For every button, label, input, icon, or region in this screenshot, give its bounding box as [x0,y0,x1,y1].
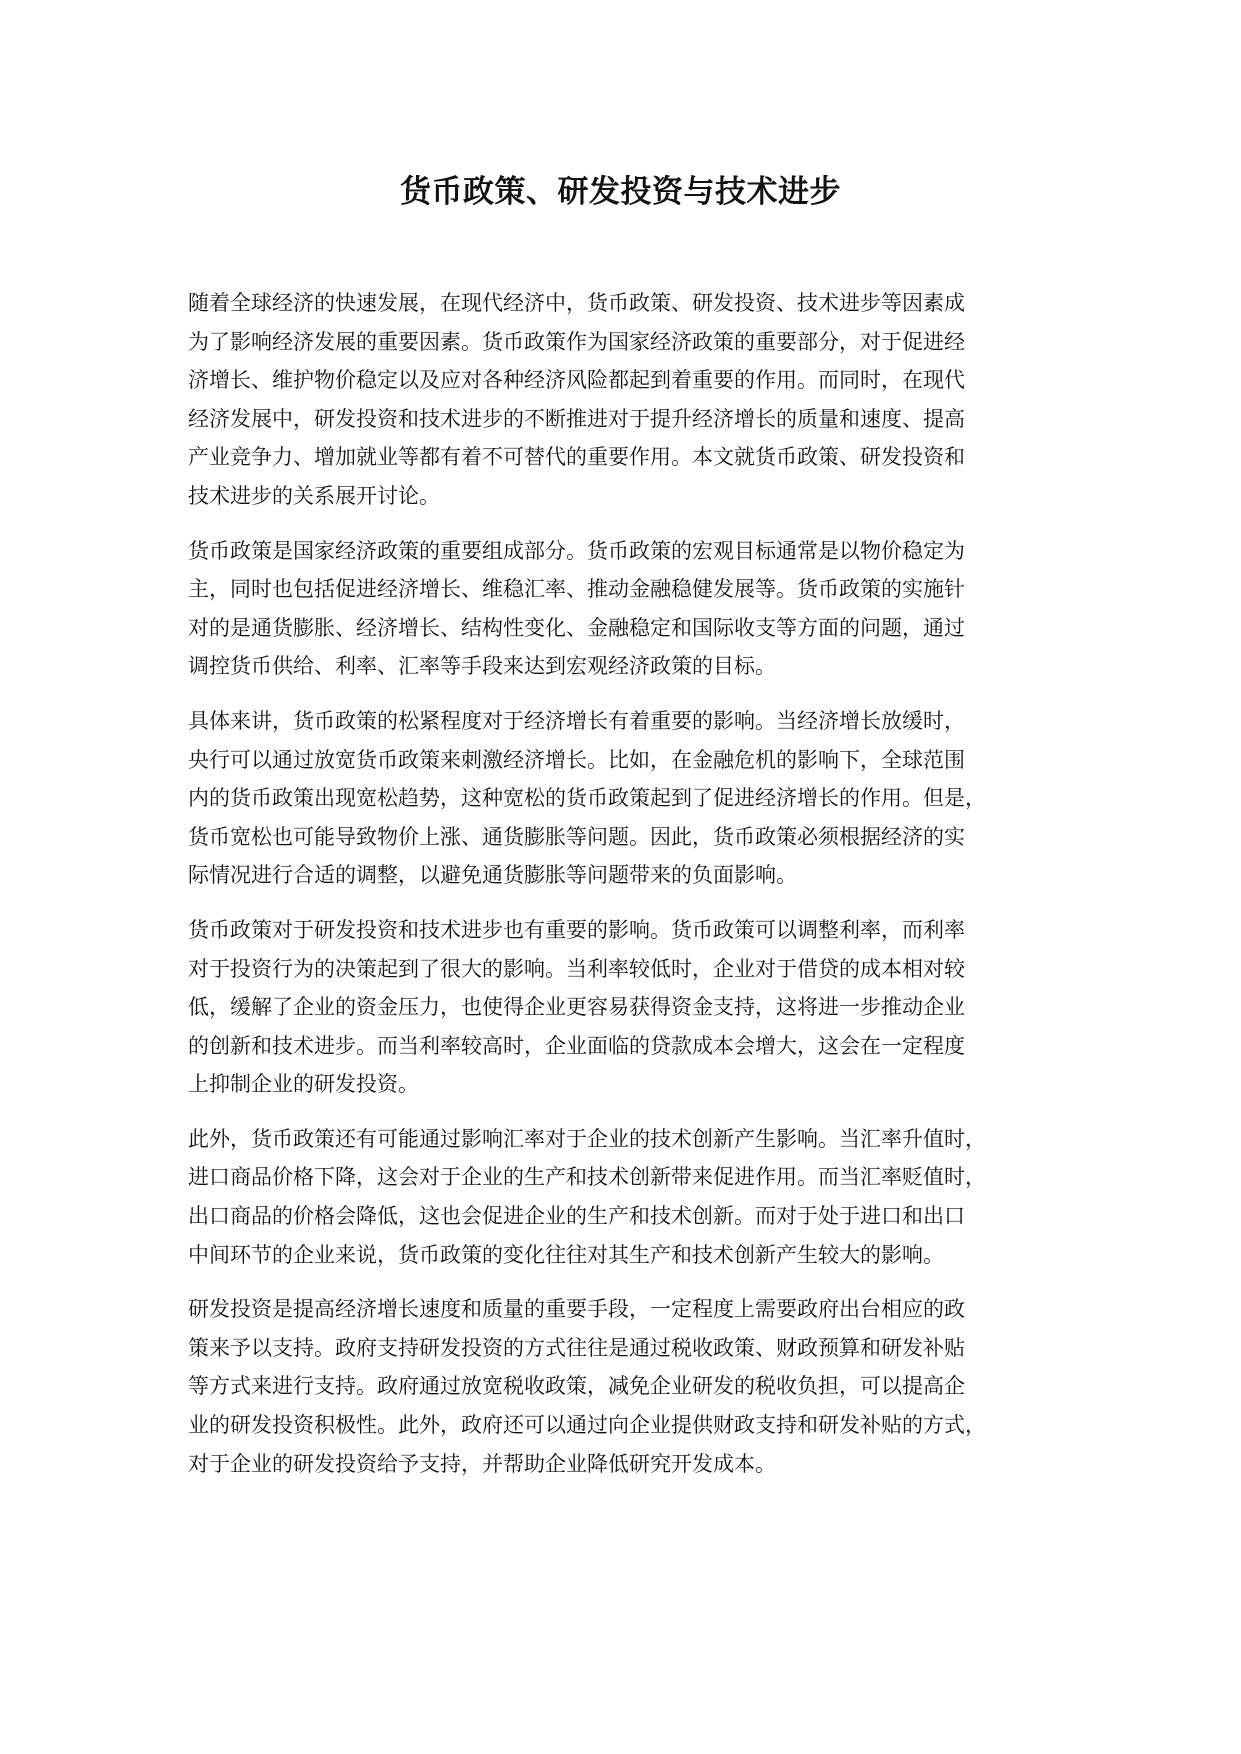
text-line: 对于投资行为的决策起到了很大的影响。当利率较低时，企业对于借贷的成本相对较 [188,956,965,981]
document-title: 货币政策、研发投资与技术进步 [400,174,841,210]
text-line: 具体来讲，货币政策的松紧程度对于经济增长有着重要的影响。当经济增长放缓时， [188,708,965,733]
paragraph-3 [188,702,1064,895]
text-line: 研发投资是提高经济增长速度和质量的重要手段，一定程度上需要政府出台相应的政 [188,1297,965,1322]
text-line: 的创新和技术进步。而当利率较高时，企业面临的贷款成本会增大，这会在一定程度 [188,1033,965,1058]
text-line: 等方式来进行支持。政府通过放宽税收政策，减免企业研发的税收负担，可以提高企 [188,1374,965,1399]
document-body [188,284,1064,1499]
text-line: 主，同时也包括促进经济增长、维稳汇率、推动金融稳健发展等。货币政策的实施针 [188,577,965,602]
text-line: 上抑制企业的研发投资。 [188,1072,419,1097]
text-line: 技术进步的关系展开讨论。 [188,483,440,508]
text-line: 货币政策对于研发投资和技术进步也有重要的影响。货币政策可以调整利率，而利率 [188,917,965,942]
text-line: 对的是通货膨胀、经济增长、结构性变化、金融稳定和国际收支等方面的问题，通过 [188,615,965,640]
text-line: 对于企业的研发投资给予支持，并帮助企业降低研究开发成本。 [188,1451,776,1476]
text-line: 中间环节的企业来说，货币政策的变化往往对其生产和技术创新产生较大的影响。 [188,1242,944,1267]
paragraph-4 [188,911,1064,1104]
text-line: 济增长、维护物价稳定以及应对各种经济风险都起到着重要的作用。而同时，在现代 [188,368,965,393]
text-line: 货币政策是国家经济政策的重要组成部分。货币政策的宏观目标通常是以物价稳定为 [188,538,965,563]
text-line: 调控货币供给、利率、汇率等手段来达到宏观经济政策的目标。 [188,654,776,679]
text-line: 为了影响经济发展的重要因素。货币政策作为国家经济政策的重要部分，对于促进经 [188,329,965,354]
text-line: 出口商品的价格会降低，这也会促进企业的生产和技术创新。而对于处于进口和出口 [188,1204,965,1229]
text-line: 业的研发投资积极性。此外，政府还可以通过向企业提供财政支持和研发补贴的方式， [188,1413,986,1438]
text-line: 经济发展中，研发投资和技术进步的不断推进对于提升经济增长的质量和速度、提高 [188,406,965,431]
text-line: 产业竞争力、增加就业等都有着不可替代的重要作用。本文就货币政策、研发投资和 [188,445,965,470]
text-line: 随着全球经济的快速发展，在现代经济中，货币政策、研发投资、技术进步等因素成 [188,291,965,315]
text-line: 内的货币政策出现宽松趋势，这种宽松的货币政策起到了促进经济增长的作用。但是， [188,786,986,811]
paragraph-2 [188,532,1064,686]
text-line: 策来予以支持。政府支持研发投资的方式往往是通过税收政策、财政预算和研发补贴 [188,1335,965,1360]
paragraph-6 [188,1290,1064,1483]
text-line: 货币宽松也可能导致物价上涨、通货膨胀等问题。因此，货币政策必须根据经济的实 [188,824,965,849]
text-line: 央行可以通过放宽货币政策来刺激经济增长。比如，在金融危机的影响下，全球范围 [188,747,965,772]
text-line: 进口商品价格下降，这会对于企业的生产和技术创新带来促进作用。而当汇率贬值时， [188,1165,986,1190]
text-line: 此外，货币政策还有可能通过影响汇率对于企业的技术创新产生影响。当汇率升值时， [188,1126,986,1151]
paragraph-1 [188,284,1064,516]
text-line: 低，缓解了企业的资金压力，也使得企业更容易获得资金支持，这将进一步推动企业 [188,995,965,1020]
text-line: 际情况进行合适的调整，以避免通货膨胀等问题带来的负面影响。 [188,863,797,888]
paragraph-5 [188,1120,1064,1274]
